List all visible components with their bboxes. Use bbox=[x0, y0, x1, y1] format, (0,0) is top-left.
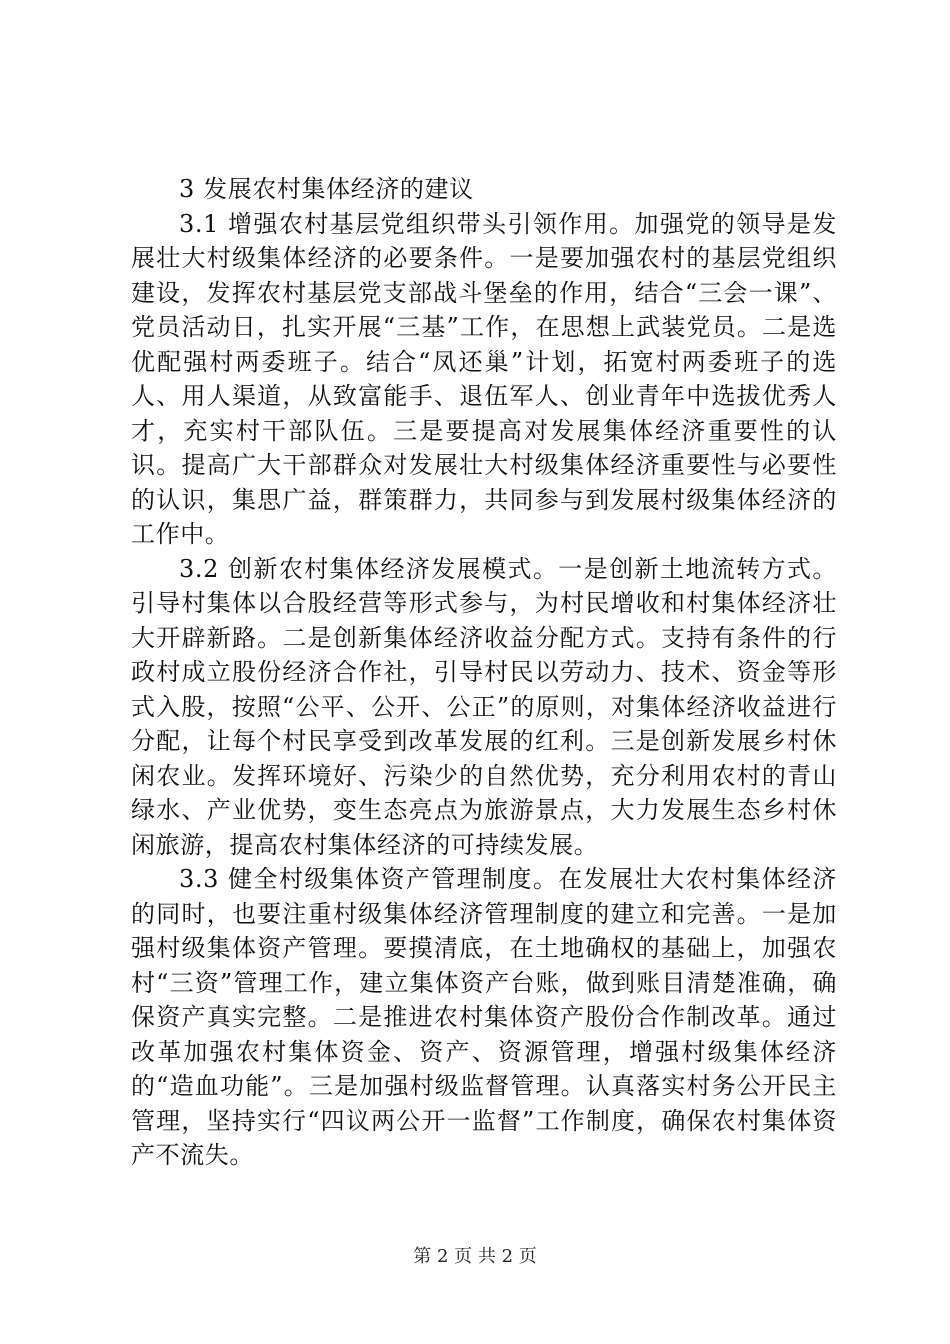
section-heading: 3 发展农村集体经济的建议 bbox=[179, 175, 474, 203]
page-footer: 第 2 页 共 2 页 bbox=[413, 1246, 537, 1267]
document-body bbox=[131, 172, 837, 1173]
paragraph-3-2: 3.2 创新农村集体经济发展模式。一是创新土地流转方式。引导村集体以合股经营等形式参与，为村民增收和村集体经济壮大开辟新路。二是创新集体经济收益分配方式。支持有条件的行政村成立股份经济合作社，引导村民以劳动力、技术、资金等形式入股，按照“公平、公开、公正”的原则，对集体经济收益进行分配，让每个村民享受到改革发展的红利。三是创新发展乡村休闲农业。发挥环境好、污染少的自然优势，充分利用农村的青山绿水、产业优势，变生态亮点为旅游景点，大力发展生态乡村休闲旅游，提高农村集体经济的可持续发展。 bbox=[131, 554, 837, 859]
paragraph-3-3: 3.3 健全村级集体资产管理制度。在发展壮大农村集体经济的同时，也要注重村级集体经济管理制度的建立和完善。一是加强村级集体资产管理。要摸清底，在土地确权的基础上，加强农村“三资”管理工作，建立集体资产台账，做到账目清楚准确，确保资产真实完整。二是推进农村集体资产股份合作制改革。通过改革加强农村集体资金、资产、资源管理，增强村级集体经济的“造血功能”。三是加强村级监督管理。认真落实村务公开民主管理，坚持实行“四议两公开一监督”工作制度，确保农村集体资产不流失。 bbox=[131, 865, 837, 1169]
paragraph-3-1: 3.1 增强农村基层党组织带头引领作用。加强党的领导是发展壮大村级集体经济的必要条件。一是要加强农村的基层党组织建设，发挥农村基层党支部战斗堡垒的作用，结合“三会一课”、党员活动日，扎实开展“三基”工作，在思想上武装党员。二是选优配强村两委班子。结合“凤还巢”计划，拓宽村两委班子的选人、用人渠道，从致富能手、退伍军人、创业青年中选拔优秀人才，充实村干部队伍。三是要提高对发展集体经济重要性的认识。提高广大干部群众对发展壮大村级集体经济重要性与必要性的认识，集思广益，群策群力，共同参与到发展村级集体经济的工作中。 bbox=[131, 209, 837, 548]
